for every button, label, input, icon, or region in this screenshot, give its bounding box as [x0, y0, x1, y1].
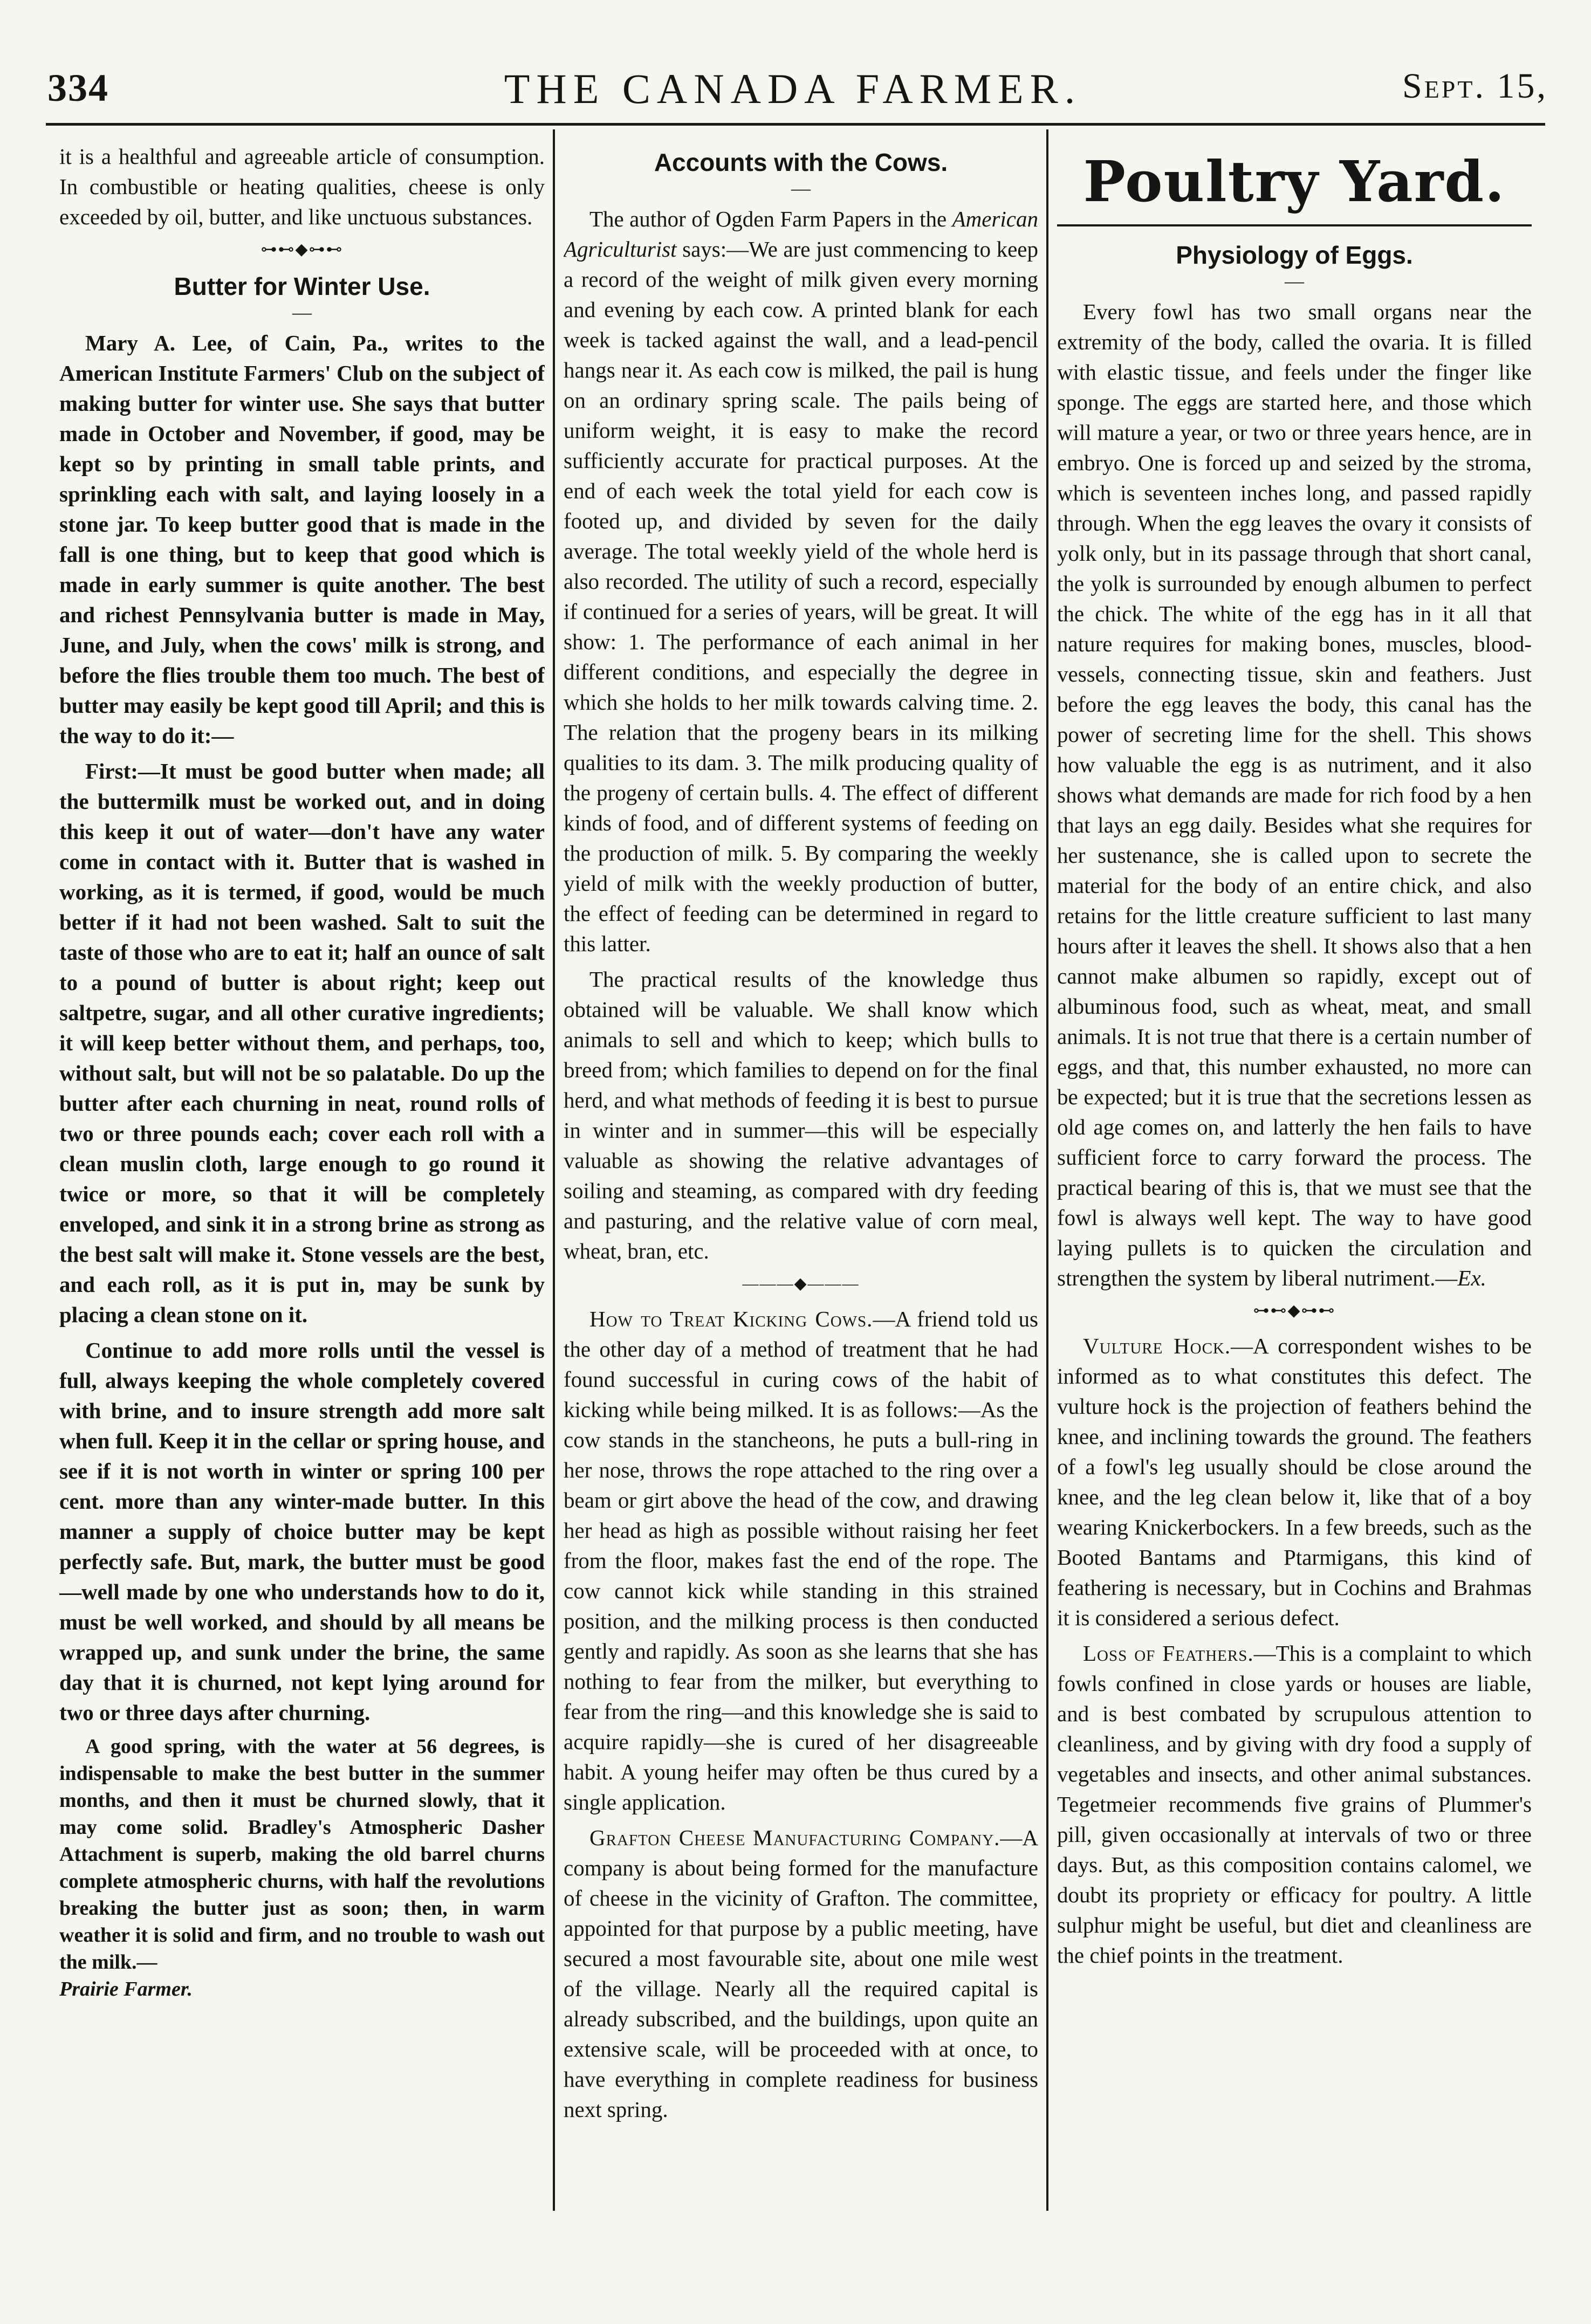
article-heading-butter: Butter for Winter Use.	[174, 272, 430, 300]
column-divider-2	[1046, 129, 1048, 2211]
cows-lead: The author of Ogden Farm Papers in the	[589, 207, 947, 231]
grafton-cheese-text: —A company is about being formed for the manufacture of cheese in the vicinity of Grafton. The committee, appointed for that purpose by a public meeting, have secured a most favourable site, about one mile west of the village. Nearly all the required capital is already subscribed, and the buildings, upon quite an extensive scale, will be proceeded with at once, to have everything in complete readiness for business next spring.	[564, 1825, 1038, 2122]
butter-source: Prairie Farmer.	[59, 1978, 193, 2000]
column-1	[59, 141, 545, 2212]
eggs-source: Ex.	[1457, 1266, 1486, 1290]
article-heading-cows: Accounts with the Cows.	[654, 148, 948, 176]
butter-paragraph-4-text: A good spring, with the water at 56 degrees, is indispensable to make the best butter in the summer months, and then it must be churned slowly, that it may come solid. Bradley's Atmospheric Dasher Attachment is superb, making the old barrel churns complete atmospheric churns, with half the revolutions breaking the butter just as soon; then, in warm weather it is solid and firm, and no trouble to wash out the milk.—	[59, 1735, 545, 1974]
loss-of-feathers-title: Loss of Feathers.	[1083, 1641, 1254, 1666]
eggs-paragraph	[1057, 297, 1532, 1293]
publication-title: THE CANADA FARMER.	[504, 65, 1082, 112]
ornament-divider: ⊶⊷◆⊶⊷	[1253, 1302, 1336, 1319]
vulture-hock-text: —A correspondent wishes to be informed as to what constitutes this defect. The vulture hock is the projection of feathers behind the knee, and inclining towards the ground. The feathers of a fowl's leg usually should be close around the knee, and the leg clean below it, like that of a boy wearing Knickerbockers. In a few breeds, such as the Booted Bantams and Ptarmigans, this kind of feathering is necessary, but in Cochins and Brahmas it is considered a serious defect.	[1057, 1333, 1532, 1630]
ornament-divider: ⊶⊷◆⊶⊷	[260, 240, 344, 258]
kicking-cows-item	[564, 1304, 1038, 1817]
kicking-cows-text: —A friend told us the other day of a method of treatment that he had found successful in curing cows of the habit of kicking while being milked. It is as follows:—As the cow stands in the stancheons, he puts a bull-ring in her nose, throws the rope attached to the ring over a beam or girt above the head of the cow, and drawing her head as high as possible without raising her feet from the floor, makes fast the end of the rope. The cow cannot kick while standing in this strained position, and the milking process is then conducted gently and rapidly. As soon as she learns that she has nothing to fear from the milker, but everything to fear from the ring—and this knowledge she is said to acquire rapidly—she is cured of her disagreeable habit. A young heifer may often be thus cured by a single application.	[564, 1307, 1038, 1814]
heading-dash: —	[791, 177, 811, 199]
column-3	[1057, 141, 1532, 2212]
column-divider-1	[553, 129, 555, 2211]
eggs-text: Every fowl has two small organs near the extremity of the body, called the ovaria. It is filled with elastic tissue, and feels under the finger like sponge. The eggs are started here, and those which will mature a year, or two or three years hence, are in embryo. One is forced up and seized by the stroma, which is seventeen inches long, and passed rapidly through. When the egg leaves the ovary it consists of yolk only, but in its passage through that short canal, the yolk is surrounded by enough albumen to perfect the chick. The white of the egg has in it all that nature requires for making bones, muscles, blood-vessels, connecting tissue, skin and feathers. Just before the egg leaves the body, this canal has the power of secreting lime for the shell. This shows how valuable the egg is as nutriment, and it also shows what demands are made for rich food by a hen that lays an egg daily. Besides what she requires for her sustenance, she is called upon to secrete the material for the body of an entire chick, and also retains for the little creature sufficient to last many hours after it leaves the shell. It shows also that a hen cannot make albumen so rapidly, except out of albuminous food, such as wheat, meat, and small animals. It is not true that there is a certain number of eggs, and that, this number exhausted, no more can be expected; but it is true that the secretions lessen as old age comes on, and latterly the hen fails to have sufficient force to carry forward the process. The practical bearing of this is, that we must see that the fowl is always well kept. The way to have good laying pullets is to quicken the circulation and strengthen the system by liberal nutriment.—	[1057, 299, 1532, 1290]
line-divider: ———◆———	[742, 1275, 860, 1292]
masthead	[32, 59, 1553, 119]
butter-paragraph-2: First:—It must be good butter when made; all the buttermilk must be worked out, and in doing this keep it out of water—don't have any water come in contact with it. Butter that is washed in working, as it is termed, if good, would be much better if it had not been washed. Salt to suit the taste of those who are to eat it; half an ounce of salt to a pound of butter is about right; keep out saltpetre, sugar, and all other curative ingredients; it will keep better without them, and perhaps, too, without salt, but will not be so palatable. Do up the butter after each churning in neat, round rolls of two or three pounds each; cover each roll with a clean muslin cloth, large enough to go round it twice or more, so that it will be completely enveloped, and sink it in a strong brine as strong as the best salt will make it. Stone vessels are the best, and each roll, as it is put in, may be sunk by placing a clean stone on it.	[59, 759, 545, 1327]
column-2	[564, 141, 1038, 2212]
butter-paragraph-3: Continue to add more rolls until the vessel is full, always keeping the whole completely covered with brine, and to insure strength add more salt when full. Keep it in the cellar or spring house, and see if it is not worth in winter or spring 100 per cent. more than any winter-made butter. In this manner a supply of choice butter may be kept perfectly safe. But, mark, the butter must be good—well made by one who understands how to do it, must be well worked, and should by all means be wrapped up, and sunk under the brine, the same day that it is churned, not kept lying around for two or three days after churning.	[59, 1338, 545, 1725]
loss-of-feathers-item	[1057, 1638, 1532, 1970]
article-heading-eggs: Physiology of Eggs.	[1176, 241, 1413, 269]
loss-of-feathers-text: —This is a complaint to which fowls confined in close yards or houses are liable, and is best combated by scrupulous attention to cleanliness, and by giving with dry food a supply of vegetables and insects, and other animal substances. Tegetmeier recommends five grains of Plummer's pill, given occasionally at intervals of two or three days. But, as this composition contains calomel, we doubt its propriety or efficacy for poultry. A little sulphur might be useful, but diet and cleanliness are the chief points in the treatment.	[1057, 1641, 1532, 1968]
cows-text: says:—We are just commencing to keep a record of the weight of milk given every morning and evening by each cow. A printed blank for each week is tacked against the wall, and a lead-pencil hangs near it. As each cow is milked, the pail is hung on an ordinary spring scale. The pails being of uniform weight, it is easy to make the record sufficiently accurate for practical purposes. At the end of each week the total yield for each cow is footed up, and divided by seven for the daily average. The total weekly yield of the whole herd is also recorded. The utility of such a record, especially if continued for a series of years, will be great. It will show: 1. The performance of each animal in her different conditions, and especially the degree in which she holds to her milk towards calving time. 2. The relation that the progeny bears in its milking qualities to its dam. 3. The milk producing quality of the progeny of certain bulls. 4. The effect of different kinds of food, and of different systems of feeding on the production of milk. 5. By comparing the weekly yield of milk with the weekly production of butter, the effect of feeding can be determined in regard to this latter.	[564, 237, 1038, 956]
vulture-hock-title: Vulture Hock.	[1083, 1333, 1231, 1358]
butter-paragraph-4	[59, 1733, 545, 2003]
butter-paragraph-1: Mary A. Lee, of Cain, Pa., writes to the American Institute Farmers' Club on the subject of making butter for winter use. She says that butter made in October and November, if good, may be kept so by printing in small table prints, and sprinkling each with salt, and laying loosely in a stone jar. To keep butter good that is made in the fall is one thing, but to keep that good which is made in early summer is quite another. The best and richest Pennsylvania butter is made in May, June, and July, when the cows' milk is strong, and before the flies trouble them too much. The best of butter may easily be kept good till April; and this is the way to do it:—	[59, 331, 545, 748]
kicking-cows-title: How to Treat Kicking Cows.	[589, 1307, 873, 1331]
heading-dash: —	[292, 301, 312, 323]
cows-paragraph-2: The practical results of the knowledge thus obtained will be valuable. We shall know which animals to sell and which to keep; which bulls to breed from; which families to depend on for the final herd, and what methods of feeding it is best to pursue in winter and in summer—this will be especially valuable as showing the relative advantages of soiling and steaming, as compared with dry feeding and pasturing, and the relative value of corn meal, wheat, bran, etc.	[564, 967, 1038, 1263]
cows-paragraph-1	[564, 204, 1038, 959]
department-heading-poultry: Poultry Yard.	[1083, 148, 1506, 215]
heading-dash: —	[1285, 270, 1304, 292]
cows-source: American Agriculturist	[564, 207, 1038, 262]
grafton-cheese-item	[564, 1823, 1038, 2124]
cheese-article-continuation: it is a healthful and agreeable article of consumption. In combustible or heating qualities, cheese is only exceeded by oil, butter, and like unctuous substances.	[59, 144, 545, 229]
grafton-cheese-title: Grafton Cheese Manufacturing Company.	[589, 1825, 1000, 1850]
department-rule	[1057, 224, 1532, 226]
issue-date: Sept. 15,	[1402, 66, 1548, 106]
vulture-hock-item	[1057, 1331, 1532, 1633]
header-rule	[46, 123, 1545, 126]
page-number: 334	[47, 66, 109, 109]
